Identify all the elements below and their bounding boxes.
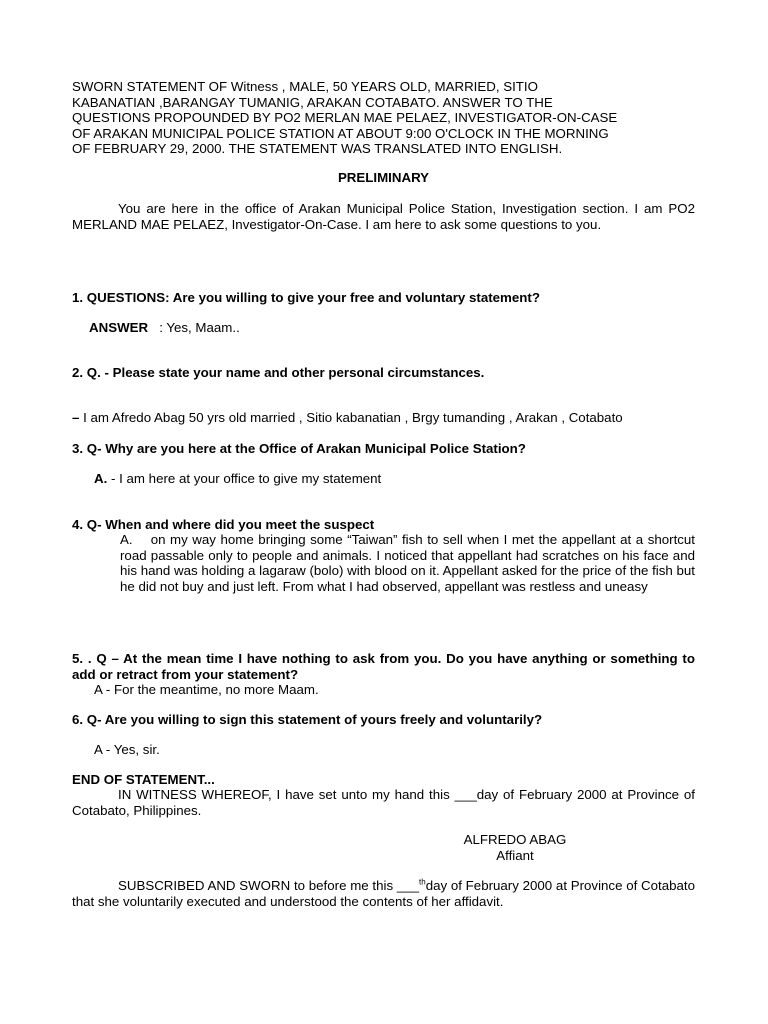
affiant-block (455, 832, 575, 863)
statement-header (72, 79, 695, 157)
answer-6: A - Yes, sir. (94, 742, 160, 757)
answer-label: A. (94, 471, 108, 486)
header-line: OF FEBRUARY 29, 2000. THE STATEMENT WAS TRANSLATED INTO ENGLISH. (72, 141, 563, 156)
sworn-text-end: day of February 2000 at Province of Cotabato that she voluntarily executed and understood the contents of her affidavit. (72, 878, 695, 909)
affiant-name: ALFREDO ABAG (463, 832, 567, 847)
answer-1 (72, 320, 712, 336)
preliminary-title: PRELIMINARY (337, 170, 430, 185)
answer-text: : Yes, Maam.. (159, 320, 240, 335)
question-1: 1. QUESTIONS: Are you willing to give your free and voluntary statement? (72, 290, 540, 305)
question-4: 4. Q- When and where did you meet the suspect (72, 517, 375, 532)
witness-whereof-text: IN WITNESS WHEREOF, I have set unto my hand this ___day of February 2000 at Province of Cotabato, Philippines. (72, 787, 695, 818)
sworn-text-start: SUBSCRIBED AND SWORN to before me this ___ (118, 878, 420, 893)
answer-3 (72, 471, 717, 487)
header-line: QUESTIONS PROPOUNDED BY PO2 MERLAN MAE PELAEZ, INVESTIGATOR-ON-CASE (72, 110, 618, 125)
answer-4: A. on my way home bringing some “Taiwan” fish to sell when I met the appellant at a shortcut road passable only to people and animals. I noticed that appellant had scratches on his face and his hand was holding a lagaraw (bolo) with blood on it. Appellant asked for the price of the fish but he did not buy and just left. From what I had observed, appellant was restless and uneasy (120, 532, 695, 594)
header-line: OF ARAKAN MUNICIPAL POLICE STATION AT ABOUT 9:00 O'CLOCK IN THE MORNING (72, 125, 609, 141)
answer-5: A - For the meantime, no more Maam. (94, 682, 319, 697)
question-6: 6. Q- Are you willing to sign this statement of yours freely and voluntarily? (72, 712, 543, 727)
answer-label: ANSWER (89, 320, 149, 335)
answer-text: - I am here at your office to give my statement (107, 471, 382, 486)
ordinal-suffix: th (419, 877, 426, 887)
question-5: 5. . Q – At the mean time I have nothing to ask from you. Do you have anything or something to add or retract from your statement? (72, 651, 695, 682)
answer-dash: – (72, 410, 80, 425)
preliminary-text: You are here in the office of Arakan Municipal Police Station, Investigation section. I am PO2 MERLAND MAE PELAEZ, Investigator-On-Case. I am here to ask some questions to you. (72, 201, 695, 232)
answer-text: I am Afredo Abag 50 yrs old married , Sitio kabanatian , Brgy tumanding , Arakan , Cotabato (79, 410, 623, 425)
header-line: KABANATIAN ,BARANGAY TUMANIG, ARAKAN COTABATO. ANSWER TO THE (72, 94, 553, 110)
header-line: SWORN STATEMENT OF Witness , MALE, 50 YEARS OLD, MARRIED, SITIO (72, 79, 538, 94)
question-2: 2. Q. - Please state your name and other personal circumstances. (72, 365, 485, 380)
question-3: 3. Q- Why are you here at the Office of Arakan Municipal Police Station? (72, 441, 526, 456)
end-of-statement: END OF STATEMENT... (72, 772, 215, 787)
answer-2 (72, 410, 695, 426)
subscribed-sworn-text (72, 878, 695, 909)
affiant-label: Affiant (496, 847, 534, 863)
